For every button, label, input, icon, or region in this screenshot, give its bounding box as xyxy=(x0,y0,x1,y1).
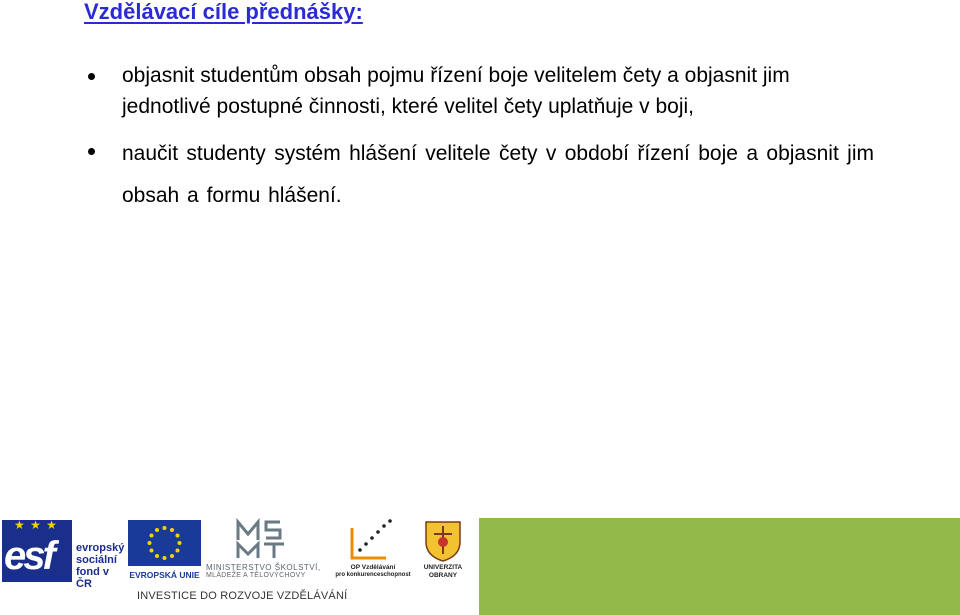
op-logo-icon xyxy=(346,518,398,562)
eu-caption: EVROPSKÁ UNIE xyxy=(129,570,200,580)
bullet-dot-icon xyxy=(88,73,95,80)
msmt-caption-line: MINISTERSTVO ŠKOLSTVÍ, xyxy=(206,563,321,572)
msmt-caption-line: MLÁDEŽE A TĚLOVÝCHOVY xyxy=(206,572,306,579)
list-item xyxy=(0,133,960,217)
list-item xyxy=(0,60,960,122)
op-caption-line: OP Vzdělávání xyxy=(350,564,396,571)
university-caption-line: OBRANY xyxy=(428,572,458,579)
eu-stars-icon xyxy=(128,520,201,566)
eu-flag-icon xyxy=(128,520,201,566)
slide-title: Vzdělávací cíle přednášky: xyxy=(84,0,363,24)
esf-caption xyxy=(76,542,126,590)
objectives-list xyxy=(0,60,960,217)
university-shield-icon xyxy=(424,520,462,562)
op-logo xyxy=(332,518,414,582)
logo-strip xyxy=(0,518,479,615)
list-item-text: naučit studenty systém hlášení velitele čety v období řízení boje a objasnit jim obsah a formu hlášení. xyxy=(122,142,874,207)
bullet-dot-icon xyxy=(88,148,95,155)
stars-icon: ★ ★ ★ xyxy=(14,518,58,532)
esf-logo-icon xyxy=(2,518,126,590)
university-logo xyxy=(418,518,468,582)
esf-mark xyxy=(2,520,72,582)
msmt-logo-icon xyxy=(234,518,294,560)
list-item-text: objasnit studentům obsah pojmu řízení boje velitelem čety a objasnit jim jednotlivé postupné činnosti, které velitel čety uplatňuje v boji, xyxy=(122,64,790,118)
msmt-logo xyxy=(206,518,328,582)
green-panel xyxy=(479,518,960,615)
op-caption-line: pro konkurenceschopnost xyxy=(335,572,411,578)
investment-tagline: INVESTICE DO ROZVOJE VZDĚLÁVÁNÍ xyxy=(137,590,348,602)
university-caption-line: UNIVERZITA xyxy=(423,564,463,571)
eu-logo xyxy=(128,520,201,582)
footer-banner xyxy=(0,518,960,615)
esf-caption-line: evropský xyxy=(76,542,125,554)
esf-caption-line: sociální xyxy=(76,554,117,566)
esf-letters: esf xyxy=(4,534,53,578)
esf-caption-line: fond v ČR xyxy=(76,566,109,590)
